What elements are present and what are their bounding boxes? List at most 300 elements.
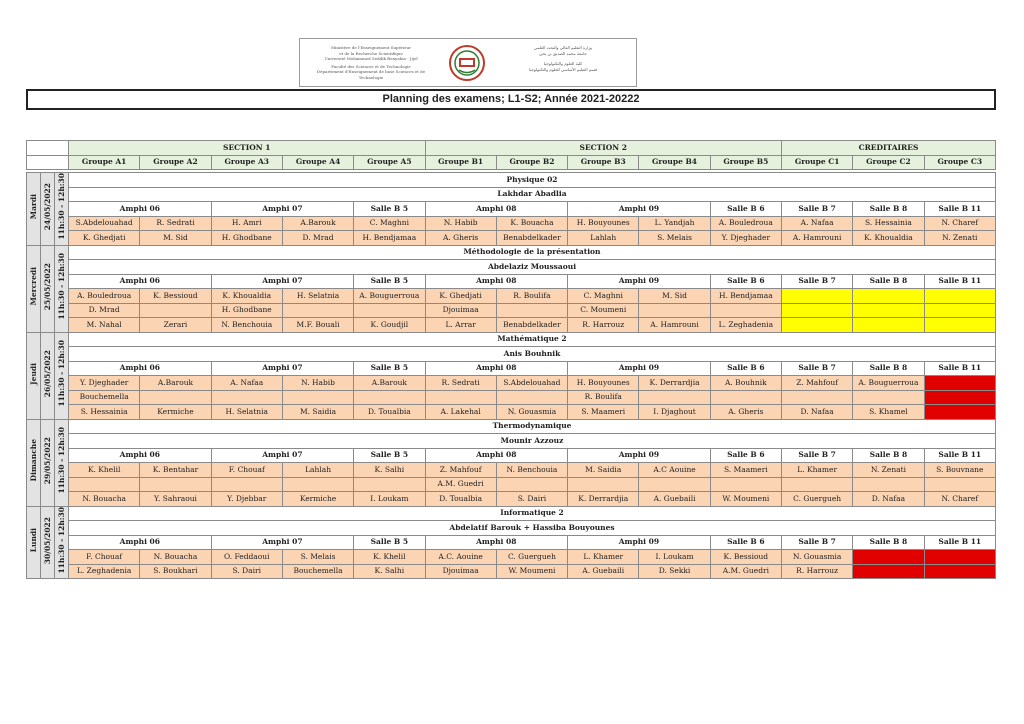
supervisor-cell: N. Charef	[924, 216, 995, 231]
supervisor-cell: D. Mrad	[69, 303, 140, 318]
corner-cell	[27, 141, 69, 156]
subject-name: Physique 02	[69, 173, 996, 188]
supervisor-cell: Bouchemella	[282, 564, 353, 579]
header-line: وزارة التعليم العالي والبحث العلمي	[534, 45, 592, 50]
room-header: Salle B 6	[710, 202, 781, 217]
header-line: et de la Recherche Scientifique	[339, 50, 403, 56]
header-line: قسم التعليم الأساسي للعلوم والتكنولوجيا	[528, 66, 597, 72]
supervisor-row	[27, 289, 996, 304]
supervisor-cell	[853, 390, 924, 405]
supervisor-cell	[568, 477, 639, 492]
supervisor-row	[27, 405, 996, 420]
supervisor-cell: A. Bouguerroua	[354, 289, 425, 304]
supervisor-cell: N. Gouasmia	[496, 405, 567, 420]
supervisor-cell: H. Bouyounes	[568, 376, 639, 391]
subject-row	[27, 245, 996, 260]
supervisor-cell: I. Djaghout	[639, 405, 710, 420]
supervisor-cell: Djouimaa	[425, 564, 496, 579]
supervisor-cell: K. Salhi	[354, 463, 425, 478]
supervisor-cell	[354, 303, 425, 318]
supervisor-cell: R. Sedrati	[425, 376, 496, 391]
supervisor-cell	[211, 477, 282, 492]
supervisor-cell: C. Guergueh	[496, 550, 567, 565]
supervisor-cell: A.M. Guedri	[710, 564, 781, 579]
exam-time: 11h:30 - 12h:30	[56, 427, 66, 494]
exam-date: 24/05/2022	[42, 183, 52, 231]
group-header: Groupe A4	[282, 155, 353, 170]
supervisor-cell: Benabdelkader	[496, 318, 567, 333]
supervisor-row	[27, 303, 996, 318]
supervisor-cell: C. Moumeni	[568, 303, 639, 318]
exam-date: 26/05/2022	[42, 349, 52, 398]
supervisor-cell: R. Harrouz	[568, 318, 639, 333]
subject-name: Mathématique 2	[69, 332, 996, 347]
supervisor-cell: M. Nahal	[69, 318, 140, 333]
section-header-row	[27, 141, 996, 156]
room-header: Amphi 09	[568, 274, 711, 289]
supervisor-cell: N. Benchouia	[496, 463, 567, 478]
header-line: جامعة محمد الصديق بن يحي	[539, 50, 587, 56]
subject-name: Informatique 2	[69, 506, 996, 521]
teacher-row	[27, 347, 996, 362]
supervisor-cell: A.Barouk	[140, 376, 211, 391]
supervisor-cell	[354, 477, 425, 492]
supervisor-cell: Lahlah	[282, 463, 353, 478]
supervisor-cell: A. Bouguerroua	[853, 376, 924, 391]
supervisor-cell: Y. Sahraoui	[140, 492, 211, 507]
supervisor-cell	[853, 477, 924, 492]
supervisor-cell	[282, 477, 353, 492]
supervisor-cell: K. Khoualdia	[211, 289, 282, 304]
supervisor-cell: R. Sedrati	[140, 216, 211, 231]
supervisor-cell: Z. Mahfouf	[781, 376, 852, 391]
supervisor-cell	[924, 303, 995, 318]
room-header: Amphi 09	[568, 202, 711, 217]
supervisor-cell: N. Bouacha	[69, 492, 140, 507]
time-label	[55, 173, 69, 246]
exam-time: 11h:30 - 12h:30	[56, 340, 66, 407]
supervisor-cell	[425, 390, 496, 405]
supervisor-cell	[639, 303, 710, 318]
room-header: Salle B 5	[354, 535, 425, 550]
supervisor-cell	[354, 390, 425, 405]
date-label	[41, 245, 55, 332]
header-line: Université Mohammed Seddik Benyahia - Jijel	[324, 56, 418, 62]
date-label	[41, 419, 55, 506]
room-header: Salle B 5	[354, 448, 425, 463]
supervisor-cell: A.C Aouine	[639, 463, 710, 478]
supervisor-cell	[496, 303, 567, 318]
supervisor-cell: K. Salhi	[354, 564, 425, 579]
subject-row	[27, 419, 996, 434]
supervisor-cell	[710, 303, 781, 318]
supervisor-cell: H. Bendjamaa	[354, 231, 425, 246]
supervisor-cell	[282, 390, 353, 405]
time-label	[55, 419, 69, 506]
supervisor-cell: M. Saidia	[568, 463, 639, 478]
supervisor-cell: S. Melais	[282, 550, 353, 565]
day-name: Jeudi	[28, 362, 38, 385]
group-header: Groupe A3	[211, 155, 282, 170]
supervisor-cell: A. Bouledroua	[710, 216, 781, 231]
room-header: Salle B 6	[710, 361, 781, 376]
supervisor-row	[27, 477, 996, 492]
room-header: Salle B 7	[781, 361, 852, 376]
supervisor-cell: O. Feddaoui	[211, 550, 282, 565]
supervisor-cell: K. Ghedjati	[425, 289, 496, 304]
supervisor-cell	[853, 564, 924, 579]
supervisor-cell: A. Hamrouni	[639, 318, 710, 333]
supervisor-row	[27, 550, 996, 565]
supervisor-cell: H. Ghodbane	[211, 303, 282, 318]
group-header: Groupe A2	[140, 155, 211, 170]
supervisor-cell: S. Khamel	[853, 405, 924, 420]
supervisor-cell: S. Melais	[639, 231, 710, 246]
supervisor-cell: R. Boulifa	[568, 390, 639, 405]
supervisor-cell: K. Derrardjia	[568, 492, 639, 507]
room-header: Amphi 07	[211, 535, 354, 550]
supervisor-row	[27, 564, 996, 579]
supervisor-cell: A. Lakehal	[425, 405, 496, 420]
supervisor-cell	[282, 303, 353, 318]
header-french-text	[306, 45, 436, 81]
supervisor-cell: L. Khamer	[568, 550, 639, 565]
exam-time: 11h:30 - 12h:30	[56, 173, 66, 241]
group-header: Groupe C3	[924, 155, 995, 170]
supervisor-cell: S. Hessainia	[853, 216, 924, 231]
supervisor-cell	[496, 477, 567, 492]
room-header: Amphi 06	[69, 448, 212, 463]
room-header: Amphi 07	[211, 202, 354, 217]
rooms-row	[27, 361, 996, 376]
supervisor-cell	[140, 390, 211, 405]
group-header: Groupe C2	[853, 155, 924, 170]
group-header: Groupe C1	[781, 155, 852, 170]
supervisor-cell: L. Arrar	[425, 318, 496, 333]
supervisor-cell	[710, 390, 781, 405]
teacher-name: Abdelaziz Moussaoui	[69, 260, 996, 275]
header-arabic-text	[498, 45, 628, 72]
exam-time: 11h:30 - 12h:30	[56, 253, 66, 320]
supervisor-cell: A. Gheris	[710, 405, 781, 420]
supervisor-cell: D. Nafaa	[781, 405, 852, 420]
exam-time: 11h:30 - 12h:30	[56, 506, 66, 574]
room-header: Salle B 5	[354, 274, 425, 289]
supervisor-cell: N. Gouasmia	[781, 550, 852, 565]
supervisor-cell	[639, 390, 710, 405]
supervisor-cell: A.C. Aouine	[425, 550, 496, 565]
day-name: Mercredi	[28, 267, 38, 306]
supervisor-cell: Z. Mahfouf	[425, 463, 496, 478]
supervisor-cell: K. Goudjil	[354, 318, 425, 333]
supervisor-cell	[853, 318, 924, 333]
page-title: Planning des examens; L1-S2; Année 2021-20222	[26, 89, 996, 110]
supervisor-row	[27, 376, 996, 391]
group-header: Groupe B3	[568, 155, 639, 170]
supervisor-cell: Benabdelkader	[496, 231, 567, 246]
supervisor-cell: Kermiche	[140, 405, 211, 420]
supervisor-cell: N. Zenati	[853, 463, 924, 478]
supervisor-row	[27, 231, 996, 246]
time-label	[55, 245, 69, 332]
supervisor-row	[27, 318, 996, 333]
room-header: Salle B 7	[781, 448, 852, 463]
room-header: Salle B 7	[781, 202, 852, 217]
supervisor-cell: K. Khoualdia	[853, 231, 924, 246]
room-header: Amphi 09	[568, 535, 711, 550]
supervisor-cell: N. Zenati	[924, 231, 995, 246]
day-name: Lundi	[28, 528, 38, 553]
supervisor-cell: N. Benchouia	[211, 318, 282, 333]
supervisor-cell: Y. Djeghader	[710, 231, 781, 246]
date-label	[41, 173, 55, 246]
header-line: كلية العلوم والتكنولوجيا	[543, 61, 583, 67]
supervisor-cell: S. Dairi	[211, 564, 282, 579]
supervisor-cell: S. Bouvnane	[924, 463, 995, 478]
supervisor-cell: H. Bouyounes	[568, 216, 639, 231]
supervisor-cell: Y. Djeghader	[69, 376, 140, 391]
supervisor-cell: W. Moumeni	[496, 564, 567, 579]
subject-row	[27, 506, 996, 521]
room-header: Salle B 5	[354, 202, 425, 217]
supervisor-cell: R. Harrouz	[781, 564, 852, 579]
supervisor-cell: S.Abdelouahad	[69, 216, 140, 231]
room-header: Salle B 7	[781, 274, 852, 289]
supervisor-row	[27, 463, 996, 478]
supervisor-cell: Y. Djebbar	[211, 492, 282, 507]
day-label	[27, 245, 41, 332]
room-header: Salle B 11	[924, 361, 995, 376]
supervisor-cell: F. Chouaf	[211, 463, 282, 478]
day-name: Mardi	[28, 194, 38, 220]
supervisor-cell: C. Guergueh	[781, 492, 852, 507]
room-header: Amphi 08	[425, 274, 568, 289]
supervisor-cell	[924, 550, 995, 565]
exam-date: 25/05/2022	[42, 262, 52, 311]
supervisor-cell: A. Hamrouni	[781, 231, 852, 246]
supervisor-cell	[69, 477, 140, 492]
supervisor-cell	[781, 318, 852, 333]
supervisor-cell: S.Abdelouahad	[496, 376, 567, 391]
supervisor-cell: I. Loukam	[639, 550, 710, 565]
supervisor-cell	[781, 477, 852, 492]
supervisor-cell	[853, 550, 924, 565]
group-header: Groupe B5	[710, 155, 781, 170]
supervisor-cell	[853, 303, 924, 318]
supervisor-cell: A. Guebaili	[568, 564, 639, 579]
supervisor-cell: C. Maghni	[354, 216, 425, 231]
supervisor-cell	[924, 564, 995, 579]
supervisor-cell: A. Nafaa	[781, 216, 852, 231]
section-header: SECTION 2	[425, 141, 781, 156]
room-header: Amphi 06	[69, 274, 212, 289]
rooms-row	[27, 535, 996, 550]
supervisor-cell: S. Maameri	[710, 463, 781, 478]
date-label	[41, 332, 55, 419]
group-header: Groupe B4	[639, 155, 710, 170]
supervisor-cell: Kermiche	[282, 492, 353, 507]
room-header: Salle B 11	[924, 202, 995, 217]
supervisor-cell: N. Habib	[282, 376, 353, 391]
supervisor-row	[27, 216, 996, 231]
group-header: Groupe A5	[354, 155, 425, 170]
supervisor-cell: M.F. Bouali	[282, 318, 353, 333]
supervisor-row	[27, 492, 996, 507]
supervisor-cell: S. Boukhari	[140, 564, 211, 579]
university-logo-icon	[447, 44, 487, 82]
day-label	[27, 419, 41, 506]
supervisor-cell: D. Sekki	[639, 564, 710, 579]
teacher-row	[27, 434, 996, 449]
supervisor-cell: K. Bouacha	[496, 216, 567, 231]
room-header: Salle B 8	[853, 202, 924, 217]
room-header: Amphi 06	[69, 535, 212, 550]
supervisor-cell: Zerari	[140, 318, 211, 333]
supervisor-cell: K. Khelil	[69, 463, 140, 478]
supervisor-cell: K. Ghedjati	[69, 231, 140, 246]
exam-schedule-table	[26, 140, 996, 579]
room-header: Amphi 07	[211, 448, 354, 463]
supervisor-cell: D. Toualbia	[425, 492, 496, 507]
teacher-row	[27, 260, 996, 275]
supervisor-cell: A.Barouk	[354, 376, 425, 391]
supervisor-cell: H. Ghodbane	[211, 231, 282, 246]
day-label	[27, 332, 41, 419]
supervisor-cell	[924, 318, 995, 333]
subject-row	[27, 173, 996, 188]
date-label	[41, 506, 55, 579]
supervisor-cell	[924, 477, 995, 492]
supervisor-cell: H. Bendjamaa	[710, 289, 781, 304]
time-label	[55, 506, 69, 579]
rooms-row	[27, 202, 996, 217]
teacher-name: Lakhdar Abadlia	[69, 187, 996, 202]
supervisor-cell	[924, 289, 995, 304]
room-header: Salle B 6	[710, 535, 781, 550]
time-label	[55, 332, 69, 419]
supervisor-cell: K. Bessioud	[140, 289, 211, 304]
room-header: Amphi 06	[69, 202, 212, 217]
room-header: Salle B 11	[924, 535, 995, 550]
supervisor-cell: A. Nafaa	[211, 376, 282, 391]
supervisor-cell: S. Maameri	[568, 405, 639, 420]
supervisor-cell: F. Chouaf	[69, 550, 140, 565]
subject-row	[27, 332, 996, 347]
group-header: Groupe B2	[496, 155, 567, 170]
group-header: Groupe B1	[425, 155, 496, 170]
room-header: Salle B 6	[710, 274, 781, 289]
exam-date: 29/05/2022	[42, 436, 52, 485]
room-header: Salle B 7	[781, 535, 852, 550]
supervisor-cell: A. Gheris	[425, 231, 496, 246]
room-header: Amphi 06	[69, 361, 212, 376]
supervisor-cell: K. Derrardjia	[639, 376, 710, 391]
supervisor-cell: W. Moumeni	[710, 492, 781, 507]
supervisor-cell: D. Nafaa	[853, 492, 924, 507]
room-header: Amphi 08	[425, 202, 568, 217]
institution-header	[299, 38, 637, 87]
supervisor-cell: N. Bouacha	[140, 550, 211, 565]
day-label	[27, 506, 41, 579]
section-header: CREDITAIRES	[781, 141, 995, 156]
supervisor-cell	[924, 390, 995, 405]
supervisor-cell	[853, 289, 924, 304]
supervisor-cell: K. Bentahar	[140, 463, 211, 478]
supervisor-cell: Djouimaa	[425, 303, 496, 318]
supervisor-cell: H. Selatnia	[211, 405, 282, 420]
supervisor-cell: A.M. Guedri	[425, 477, 496, 492]
room-header: Salle B 8	[853, 361, 924, 376]
corner-cell	[27, 155, 69, 170]
room-header: Salle B 8	[853, 448, 924, 463]
room-header: Amphi 08	[425, 535, 568, 550]
supervisor-cell	[781, 289, 852, 304]
teacher-name: Abdelatif Barouk + Hassiba Bouyounes	[69, 521, 996, 536]
group-header: Groupe A1	[69, 155, 140, 170]
supervisor-cell: S. Dairi	[496, 492, 567, 507]
subject-name: Méthodologie de la présentation	[69, 245, 996, 260]
supervisor-cell	[924, 376, 995, 391]
supervisor-cell: N. Habib	[425, 216, 496, 231]
supervisor-cell	[140, 303, 211, 318]
supervisor-cell	[781, 303, 852, 318]
supervisor-cell: H. Amri	[211, 216, 282, 231]
room-header: Salle B 8	[853, 535, 924, 550]
supervisor-cell: D. Toualbia	[354, 405, 425, 420]
supervisor-cell: Bouchemella	[69, 390, 140, 405]
supervisor-cell: C. Maghni	[568, 289, 639, 304]
room-header: Amphi 09	[568, 361, 711, 376]
teacher-name: Mounir Azzouz	[69, 434, 996, 449]
supervisor-cell	[140, 477, 211, 492]
supervisor-cell: R. Boulifa	[496, 289, 567, 304]
room-header: Amphi 07	[211, 274, 354, 289]
rooms-row	[27, 274, 996, 289]
supervisor-cell: L. Yandjah	[639, 216, 710, 231]
supervisor-cell: A. Guebaili	[639, 492, 710, 507]
supervisor-cell: A. Bouhnik	[710, 376, 781, 391]
room-header: Amphi 08	[425, 448, 568, 463]
room-header: Amphi 09	[568, 448, 711, 463]
header-line: Département d'Enseignement de base Sciences et de Technologie	[316, 69, 426, 80]
supervisor-cell: N. Charef	[924, 492, 995, 507]
exam-date: 30/05/2022	[42, 516, 52, 564]
supervisor-row	[27, 390, 996, 405]
supervisor-cell: L. Zeghadenia	[69, 564, 140, 579]
supervisor-cell: H. Selatnia	[282, 289, 353, 304]
teacher-name: Anis Bouhnik	[69, 347, 996, 362]
supervisor-cell	[781, 390, 852, 405]
supervisor-cell	[924, 405, 995, 420]
supervisor-cell: L. Khamer	[781, 463, 852, 478]
day-name: Dimanche	[28, 439, 38, 482]
rooms-row	[27, 448, 996, 463]
room-header: Salle B 6	[710, 448, 781, 463]
subject-name: Thermodynamique	[69, 419, 996, 434]
room-header: Salle B 11	[924, 448, 995, 463]
header-line: Ministère de l'Enseignement Supérieur	[331, 45, 411, 50]
supervisor-cell	[211, 390, 282, 405]
room-header: Salle B 11	[924, 274, 995, 289]
supervisor-cell: S. Hessainia	[69, 405, 140, 420]
supervisor-cell: A.Barouk	[282, 216, 353, 231]
supervisor-cell	[496, 390, 567, 405]
supervisor-cell: D. Mrad	[282, 231, 353, 246]
header-line: Faculté des Sciences et de Technologie	[331, 63, 411, 69]
supervisor-cell: M. Saidia	[282, 405, 353, 420]
group-header-row	[27, 155, 996, 170]
supervisor-cell: M. Sid	[639, 289, 710, 304]
